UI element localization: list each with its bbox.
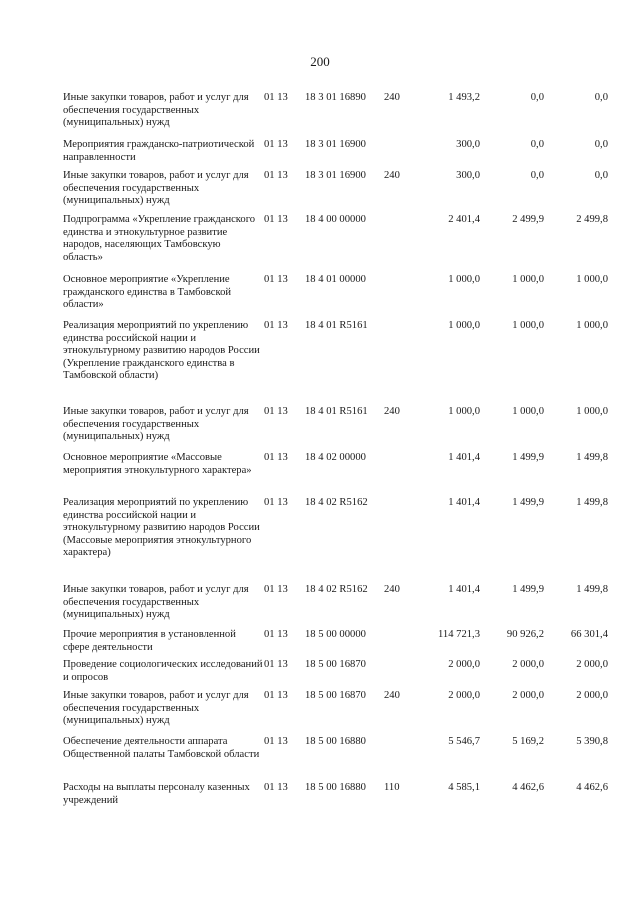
row-section-code: 01 13 — [264, 497, 288, 508]
row-target-code: 18 3 01 16900 — [305, 139, 366, 150]
row-target-code: 18 4 01 00000 — [305, 274, 366, 285]
row-value-1: 1 000,0 — [448, 406, 480, 417]
row-section-code: 01 13 — [264, 629, 288, 640]
row-value-3: 1 000,0 — [576, 320, 608, 331]
row-expense-type: 110 — [384, 782, 400, 793]
row-section-code: 01 13 — [264, 659, 288, 670]
row-value-1: 5 546,7 — [448, 736, 480, 747]
row-value-3: 1 000,0 — [576, 406, 608, 417]
row-value-1: 1 401,4 — [448, 584, 480, 595]
row-value-2: 4 462,6 — [512, 782, 544, 793]
row-value-3: 1 499,8 — [576, 584, 608, 595]
row-value-2: 0,0 — [530, 139, 544, 150]
row-section-code: 01 13 — [264, 274, 288, 285]
row-value-2: 1 499,9 — [512, 452, 544, 463]
row-expense-type: 240 — [384, 92, 400, 103]
row-value-2: 2 000,0 — [512, 659, 544, 670]
row-target-code: 18 3 01 16900 — [305, 170, 366, 181]
row-value-3: 1 000,0 — [576, 274, 608, 285]
row-name: Подпрограмма «Укрепление гражданского единства и этнокультурное развитие народов, населяющих Тамбовскую область» — [63, 214, 256, 263]
row-value-2: 1 499,9 — [512, 584, 544, 595]
row-value-1: 300,0 — [456, 170, 480, 181]
row-section-code: 01 13 — [264, 170, 288, 181]
row-name: Прочие мероприятия в установленной сфере деятельности — [63, 629, 236, 653]
row-name: Расходы на выплаты персоналу казенных учреждений — [63, 782, 250, 806]
row-expense-type: 240 — [384, 406, 400, 417]
row-name: Иные закупки товаров, работ и услуг для обеспечения государственных (муниципальных) нужд — [63, 170, 249, 207]
row-value-3: 66 301,4 — [570, 629, 608, 640]
row-section-code: 01 13 — [264, 782, 288, 793]
row-expense-type: 240 — [384, 690, 400, 701]
row-name: Иные закупки товаров, работ и услуг для обеспечения государственных (муниципальных) нужд — [63, 92, 249, 129]
row-value-2: 1 000,0 — [512, 320, 544, 331]
row-value-1: 1 000,0 — [448, 320, 480, 331]
row-target-code: 18 5 00 16870 — [305, 659, 366, 670]
row-value-3: 5 390,8 — [576, 736, 608, 747]
row-name: Иные закупки товаров, работ и услуг для обеспечения государственных (муниципальных) нужд — [63, 406, 249, 443]
row-section-code: 01 13 — [264, 736, 288, 747]
row-value-2: 90 926,2 — [506, 629, 544, 640]
row-target-code: 18 4 00 00000 — [305, 214, 366, 225]
row-target-code: 18 4 02 R5162 — [305, 497, 368, 508]
row-value-3: 0,0 — [594, 92, 608, 103]
row-value-3: 2 000,0 — [576, 690, 608, 701]
row-value-3: 1 499,8 — [576, 497, 608, 508]
row-name: Мероприятия гражданско-патриотической направленности — [63, 139, 255, 163]
row-name: Иные закупки товаров, работ и услуг для обеспечения государственных (муниципальных) нужд — [63, 584, 249, 621]
page-number: 200 — [310, 54, 330, 69]
row-name: Основное мероприятие «Массовые мероприятия этнокультурного характера» — [63, 452, 252, 476]
row-name: Реализация мероприятий по укреплению единства российской нации и этнокультурному развитию народов России (Укрепление гражданского единства в Тамбовской области) — [63, 320, 260, 382]
row-target-code: 18 4 01 R5161 — [305, 320, 368, 331]
row-target-code: 18 5 00 00000 — [305, 629, 366, 640]
row-value-1: 4 585,1 — [448, 782, 480, 793]
row-value-1: 1 000,0 — [448, 274, 480, 285]
row-value-2: 2 499,9 — [512, 214, 544, 225]
row-section-code: 01 13 — [264, 139, 288, 150]
row-target-code: 18 3 01 16890 — [305, 92, 366, 103]
row-name: Основное мероприятие «Укрепление гражданского единства в Тамбовской области» — [63, 274, 232, 311]
row-value-3: 0,0 — [594, 139, 608, 150]
row-value-2: 1 000,0 — [512, 274, 544, 285]
row-name: Иные закупки товаров, работ и услуг для обеспечения государственных (муниципальных) нужд — [63, 690, 249, 727]
row-section-code: 01 13 — [264, 320, 288, 331]
row-name: Реализация мероприятий по укреплению единства российской нации и этнокультурному развитию народов России (Массовые мероприятия этнокультурного характера) — [63, 497, 260, 559]
row-value-1: 1 493,2 — [448, 92, 480, 103]
row-section-code: 01 13 — [264, 92, 288, 103]
row-value-2: 0,0 — [530, 170, 544, 181]
row-target-code: 18 4 01 R5161 — [305, 406, 368, 417]
row-value-3: 0,0 — [594, 170, 608, 181]
row-value-2: 5 169,2 — [512, 736, 544, 747]
row-value-2: 1 000,0 — [512, 406, 544, 417]
row-section-code: 01 13 — [264, 406, 288, 417]
row-value-1: 2 000,0 — [448, 690, 480, 701]
row-value-1: 2 000,0 — [448, 659, 480, 670]
row-section-code: 01 13 — [264, 690, 288, 701]
row-section-code: 01 13 — [264, 452, 288, 463]
row-target-code: 18 4 02 R5162 — [305, 584, 368, 595]
row-value-1: 2 401,4 — [448, 214, 480, 225]
row-value-1: 1 401,4 — [448, 497, 480, 508]
row-name: Обеспечение деятельности аппарата Общественной палаты Тамбовской области — [63, 736, 260, 760]
row-target-code: 18 4 02 00000 — [305, 452, 366, 463]
row-value-2: 1 499,9 — [512, 497, 544, 508]
row-expense-type: 240 — [384, 584, 400, 595]
row-value-2: 2 000,0 — [512, 690, 544, 701]
row-value-3: 2 000,0 — [576, 659, 608, 670]
row-target-code: 18 5 00 16880 — [305, 736, 366, 747]
row-value-3: 1 499,8 — [576, 452, 608, 463]
row-value-2: 0,0 — [530, 92, 544, 103]
row-value-1: 114 721,3 — [438, 629, 480, 640]
row-target-code: 18 5 00 16870 — [305, 690, 366, 701]
row-name: Проведение социологических исследований и опросов — [63, 659, 263, 683]
row-value-1: 300,0 — [456, 139, 480, 150]
row-value-1: 1 401,4 — [448, 452, 480, 463]
row-section-code: 01 13 — [264, 584, 288, 595]
row-expense-type: 240 — [384, 170, 400, 181]
row-target-code: 18 5 00 16880 — [305, 782, 366, 793]
row-section-code: 01 13 — [264, 214, 288, 225]
row-value-3: 4 462,6 — [576, 782, 608, 793]
row-value-3: 2 499,8 — [576, 214, 608, 225]
